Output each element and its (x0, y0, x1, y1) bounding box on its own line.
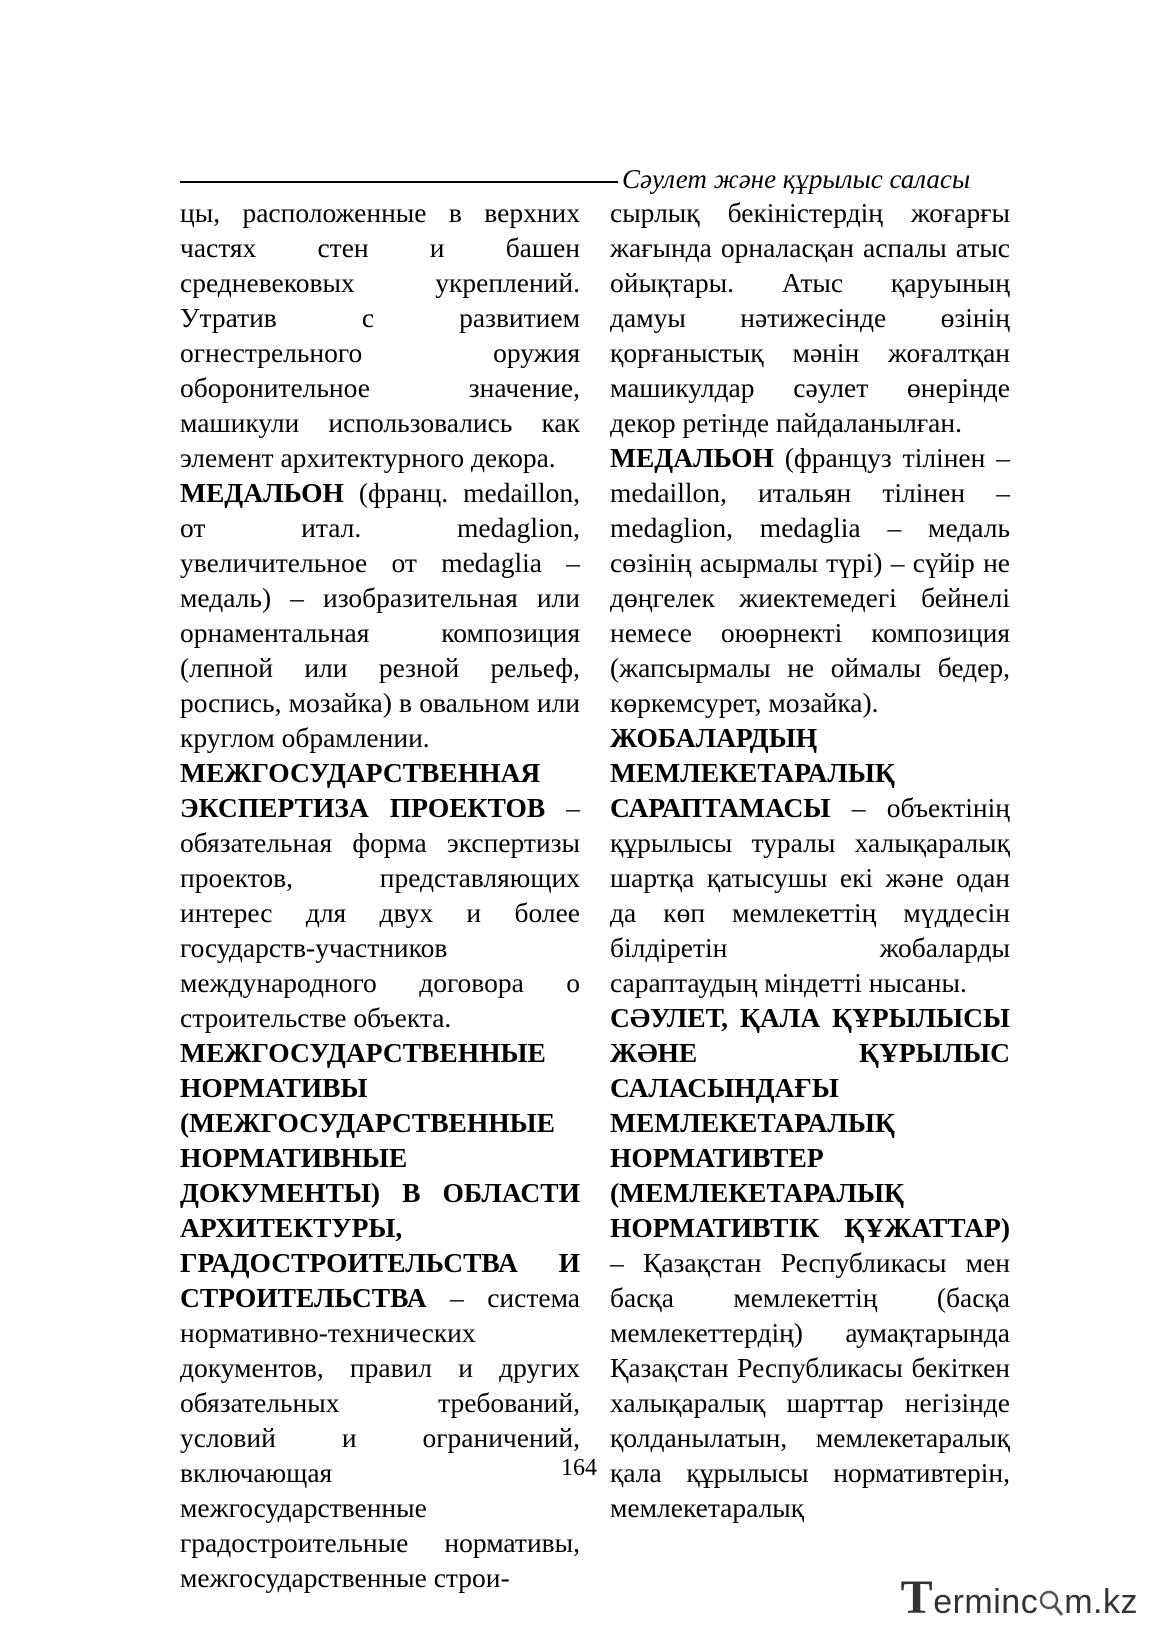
entry-term: МЕДАЛЬОН (180, 477, 344, 508)
entry-term: МЕЖГОСУДАРСТВЕННЫЕ НОРМАТИВЫ (МЕЖГОСУДАРСТВЕННЫЕ НОРМАТИВНЫЕ ДОКУМЕНТЫ) В ОБЛАСТИ АРХИТЕКТУРЫ, ГРАДОСТРОИТЕЛЬСТВА И СТРОИТЕЛЬСТВА (180, 1037, 580, 1313)
entry-term: МЕДАЛЬОН (610, 442, 774, 473)
entry-text: – объектінің құрылысы туралы халықаралық шартқа қатысушы екі және одан да көп мемлекеттің мүддесін білдіретін жобаларды сараптаудың міндетті нысаны. (610, 792, 1010, 998)
left-column (180, 195, 580, 1595)
entry-text: – система нормативно-технических документов, правил и других обязательных требований, условий и ограничений, включающая межгосударственные градостроительные нормативы, межгосударственные строи- (180, 1282, 580, 1593)
entry-medallion-ru (180, 475, 580, 755)
entry-text: – обязательная форма экспертизы проектов, представляющих интерес для двух и более государств-участников международного договора о строительстве объекта. (180, 792, 580, 1033)
watermark-logo (901, 1570, 1138, 1625)
entry-text: цы, расположенные в верхних частях стен и башен средневековых укреплений. Утратив с развитием огнестрельного оружия оборонительное значение, машикули использовались как элемент архитектурного декора. (180, 197, 580, 473)
entry-text: сырлық бекіністердің жоғарғы жағында орналасқан аспалы атыс ойықтары. Атыс қаруының дамуы нәтижесінде өзінің қорғаныстық мәнін жоғалтқан машикулдар сәулет өнерінде декор ретінде пайдаланылған. (610, 197, 1010, 438)
entry-continuation (610, 195, 1010, 440)
watermark-text: erminc (933, 1583, 1039, 1621)
entry-medallion-kz (610, 440, 1010, 720)
entry-term: МЕЖГОСУДАРСТВЕННАЯ ЭКСПЕРТИЗА ПРОЕКТОВ (180, 757, 546, 823)
entry-term: ЖОБАЛАРДЫҢ МЕМЛЕКЕТАРАЛЫҚ САРАПТАМАСЫ (610, 722, 895, 823)
watermark-domain: m.kz (1064, 1583, 1138, 1621)
entry-text: (француз тілінен – medaillon, итальян тілінен – medaglion, medaglia – медаль сөзінің асырмалы түрі) – сүйір не дөңгелек жиектемедегі бейнелі немесе оюөрнекті композиция (жапсырмалы не оймалы бедер, көркемсурет, мозайка). (610, 442, 1010, 718)
watermark-first-letter: T (900, 1571, 934, 1624)
entry-continuation (180, 195, 580, 475)
page-number: 164 (561, 1455, 597, 1481)
running-header: Сәулет және құрылыс саласы (622, 164, 971, 194)
entry-interstate-expertise-ru (180, 755, 580, 1035)
magnifier-icon (1038, 1583, 1064, 1621)
entry-text: – Қазақстан Республикасы мен басқа мемлекеттің (басқа мемлекеттердің) аумақтарында Қазақстан Республикасы бекіткен халықаралық шарттар негізінде қолданылатын, мемлекетаралық қала құрылысы нормативтерін, мемлекетаралық (610, 1247, 1010, 1523)
entry-interstate-norms-kz (610, 1000, 1010, 1525)
entry-interstate-norms-ru (180, 1035, 580, 1595)
entry-interstate-expertise-kz (610, 720, 1010, 1000)
entry-term: СӘУЛЕТ, ҚАЛА ҚҰРЫЛЫСЫ ЖӘНЕ ҚҰРЫЛЫС САЛАСЫНДАҒЫ МЕМЛЕКЕТАРАЛЫҚ НОРМАТИВТЕР (МЕМЛЕКЕТАРАЛЫҚ НОРМАТИВТІК ҚҰЖАТТАР) (610, 1002, 1010, 1243)
entry-text: (франц. medaillon, от итал. medaglion, увеличительное от medaglia – медаль) – изобразительная или орнаментальная композиция (лепной или резной рельеф, роспись, мозайка) в овальном или круглом обрамлении. (180, 477, 580, 753)
right-column (610, 195, 1010, 1525)
header-rule (180, 181, 618, 183)
